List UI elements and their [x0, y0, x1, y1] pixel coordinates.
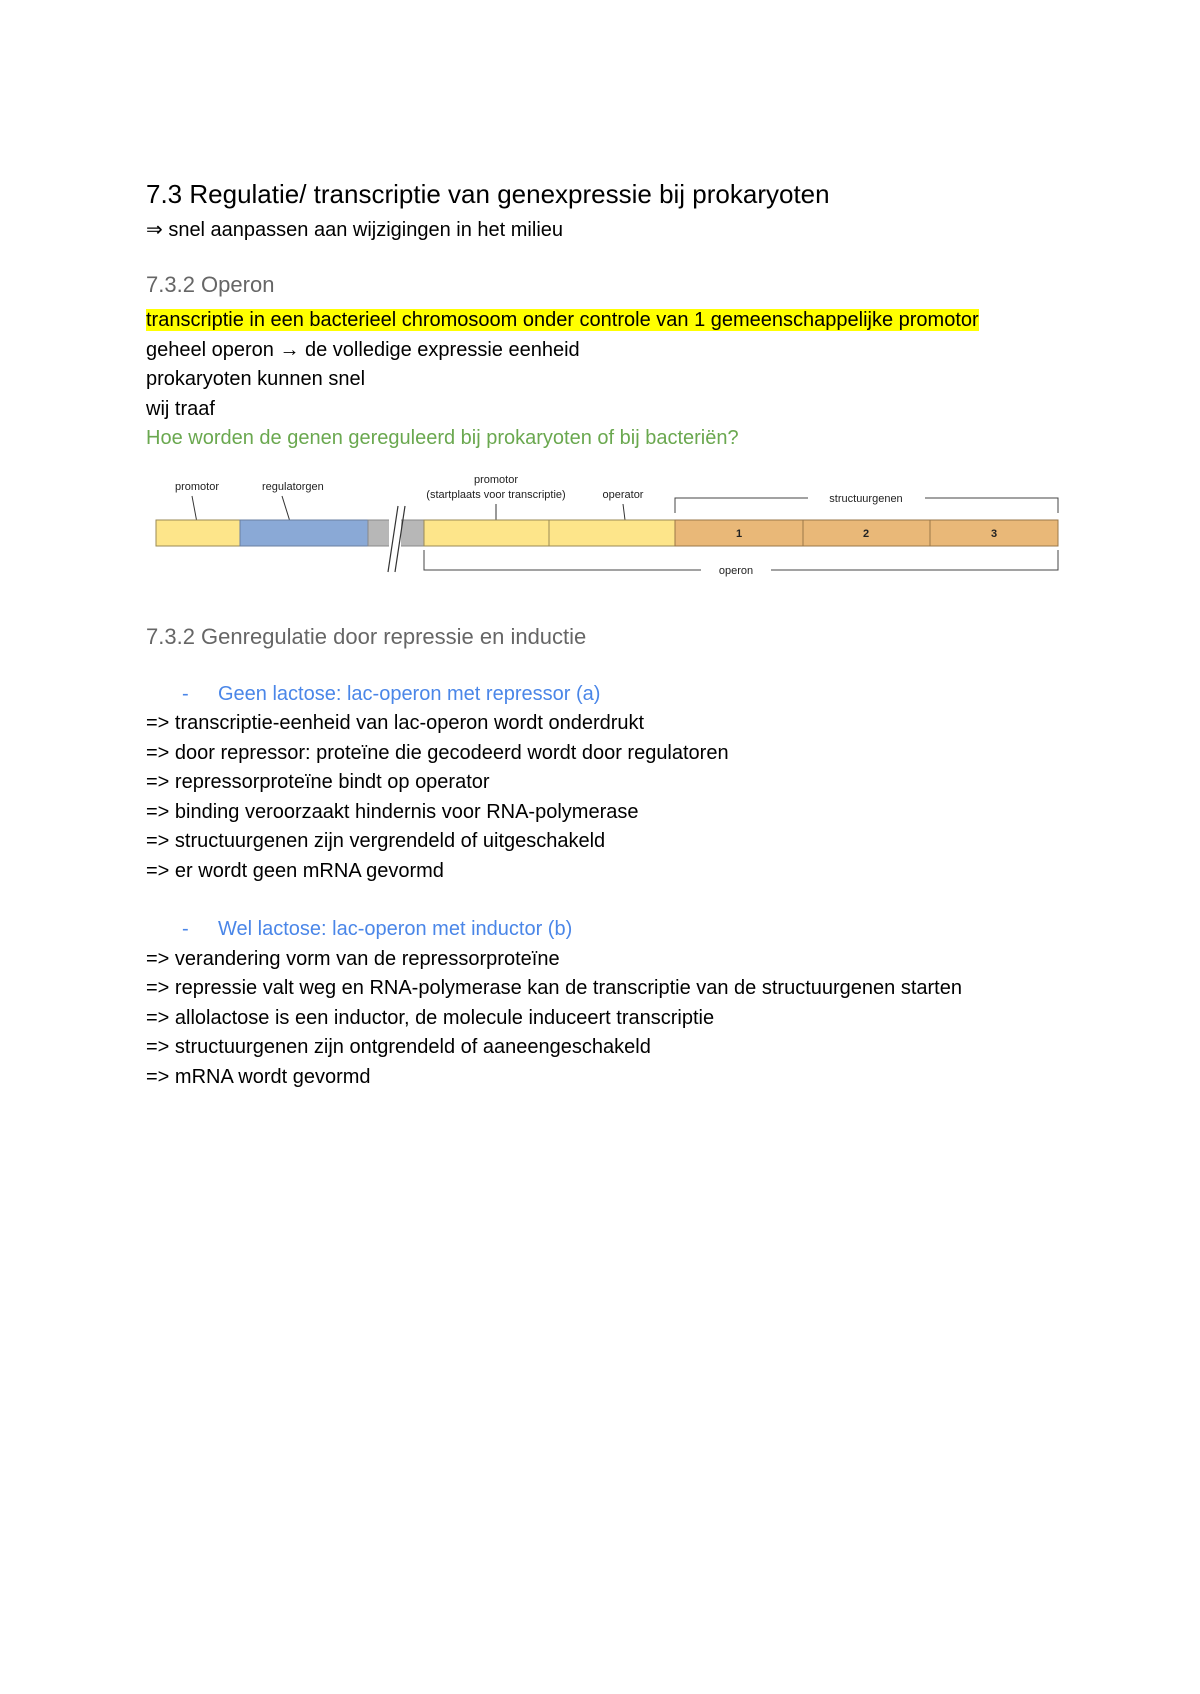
question-line: Hoe worden de genen gereguleerd bij prokaryoten of bij bacteriën?	[146, 427, 739, 449]
bullet-wel-lactose	[146, 915, 1076, 945]
bullet-text: Geen lactose: lac-operon met repressor (a)	[218, 682, 601, 705]
text-line: => door repressor: proteïne die gecodeerd wordt door regulatoren	[146, 741, 729, 764]
label-operator: operator	[602, 488, 644, 501]
text-line: prokaryoten kunnen snel	[146, 368, 366, 390]
text-line: wij traaf	[146, 397, 215, 420]
intro-line: ⇒ snel aanpassen aan wijzigingen in het milieu	[146, 219, 564, 241]
section-heading-genregulatie: 7.3.2 Genregulatie door repressie en inductie	[146, 623, 587, 649]
text-line: => verandering vorm van de repressorproteïne	[146, 947, 560, 970]
bullet-geen-lactose	[146, 680, 1076, 710]
label-structuurgenen: structuurgenen	[829, 492, 903, 505]
text-line: => structuurgenen zijn ontgrendeld of aaneengeschakeld	[146, 1036, 651, 1058]
bullet-dash: -	[182, 918, 189, 940]
text-line: geheel operon → de volledige expressie eenheid	[146, 338, 580, 361]
segment-promotor	[156, 520, 240, 546]
text-line: => repressie valt weg en RNA-polymerase kan de transcriptie van de structuurgenen starten	[146, 977, 962, 999]
bullet-dash: -	[182, 682, 189, 705]
gene-number-1: 1	[735, 527, 743, 540]
text-line: => structuurgenen zijn vergrendeld of uitgeschakeld	[146, 830, 606, 852]
break-gap	[389, 508, 401, 572]
segment-promotor-2	[424, 520, 549, 546]
label-promotor: promotor	[175, 480, 220, 493]
text-line: => mRNA wordt gevormd	[146, 1065, 371, 1088]
label-operon: operon	[718, 564, 754, 577]
definition-line	[146, 306, 1076, 336]
segment-regulatorgen	[240, 520, 368, 546]
gene-number-3: 3	[990, 527, 998, 540]
text-line: => binding veroorzaakt hindernis voor RNA-polymerase	[146, 800, 639, 823]
text-line: => er wordt geen mRNA gevormd	[146, 859, 444, 882]
page-title: 7.3 Regulatie/ transcriptie van genexpressie bij prokaryoten	[146, 179, 830, 209]
document-page	[146, 176, 1076, 1092]
gene-number-2: 2	[862, 527, 870, 540]
segment-gap-left	[368, 520, 390, 546]
label-promotor-2: promotor	[473, 473, 519, 486]
operon-diagram	[146, 468, 1076, 588]
label-startplaats: (startplaats voor transcriptie)	[426, 488, 566, 501]
bullet-text: Wel lactose: lac-operon met inductor (b)	[218, 918, 573, 940]
text-line: => repressorproteïne bindt op operator	[146, 771, 490, 793]
label-regulatorgen: regulatorgen	[262, 480, 324, 493]
section-heading-operon: 7.3.2 Operon	[146, 272, 275, 297]
highlighted-definition: transcriptie in een bacterieel chromosoom onder controle van 1 gemeenschappelijke promotor	[146, 309, 979, 331]
text-line: => allolactose is een inductor, de molecule induceert transcriptie	[146, 1006, 715, 1029]
text-line: => transcriptie-eenheid van lac-operon wordt onderdrukt	[146, 712, 645, 734]
segment-operator	[549, 520, 675, 546]
